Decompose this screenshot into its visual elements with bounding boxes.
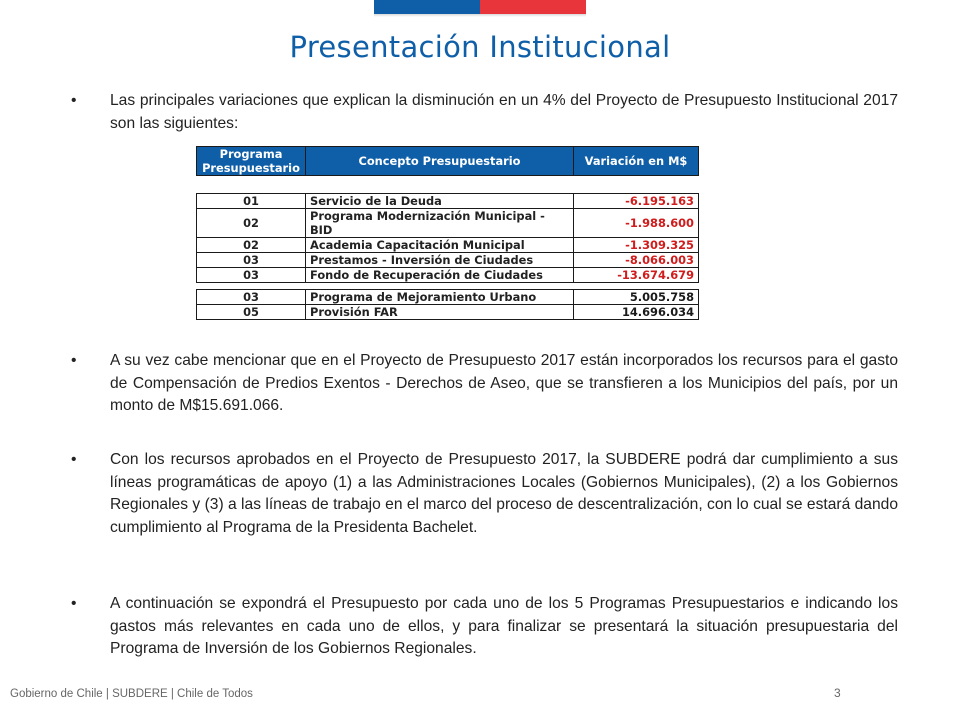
bullet-marker: • <box>71 595 77 612</box>
budget-table-increases <box>196 289 699 320</box>
cell-concepto: Programa Modernización Municipal - BID <box>306 209 574 238</box>
cell-concepto: Academia Capacitación Municipal <box>306 238 574 253</box>
bullet-marker: • <box>71 92 77 109</box>
budget-table-header <box>196 146 699 176</box>
flag-blue-stripe <box>374 0 480 14</box>
header-programa: Programa Presupuestario <box>197 147 306 176</box>
cell-concepto: Servicio de la Deuda <box>306 194 574 209</box>
cell-variacion: -6.195.163 <box>574 194 699 209</box>
flag-shadow <box>374 14 586 17</box>
cell-concepto: Fondo de Recuperación de Ciudades <box>306 268 574 283</box>
bullet-2 <box>72 350 898 418</box>
cell-variacion: -8.066.003 <box>574 253 699 268</box>
slide-title: Presentación Institucional <box>289 30 671 64</box>
table-row <box>197 268 699 283</box>
cell-concepto: Provisión FAR <box>306 305 574 320</box>
table-row <box>197 238 699 253</box>
cell-programa: 05 <box>197 305 306 320</box>
cell-variacion: -1.988.600 <box>574 209 699 238</box>
cell-variacion: -13.674.679 <box>574 268 699 283</box>
cell-programa: 02 <box>197 238 306 253</box>
flag-red-stripe <box>480 0 586 14</box>
budget-table-decreases <box>196 193 699 283</box>
cell-programa: 03 <box>197 253 306 268</box>
bullet-marker: • <box>71 352 77 369</box>
bullet-4 <box>72 593 898 661</box>
bullet-text: A su vez cabe mencionar que en el Proyecto de Presupuesto 2017 están incorporados los recursos para el gasto de Compensación de Predios Exentos - Derechos de Aseo, que se transfieren a los Municipios del país, por un monto de M$15.691.066. <box>110 352 898 414</box>
cell-concepto: Prestamos - Inversión de Ciudades <box>306 253 574 268</box>
bullet-1 <box>72 90 898 135</box>
table-row <box>197 194 699 209</box>
cell-variacion: -1.309.325 <box>574 238 699 253</box>
cell-programa: 03 <box>197 290 306 305</box>
bullet-3 <box>72 449 898 539</box>
table-row <box>197 253 699 268</box>
cell-variacion: 5.005.758 <box>574 290 699 305</box>
cell-variacion: 14.696.034 <box>574 305 699 320</box>
table-row <box>197 209 699 238</box>
header-variacion: Variación en M$ <box>574 147 699 176</box>
page-number: 3 <box>834 686 841 700</box>
bullet-text: Con los recursos aprobados en el Proyecto de Presupuesto 2017, la SUBDERE podrá dar cumplimiento a sus líneas programáticas de apoyo (1) a las Administraciones Locales (Gobiernos Municipales), (2) a los Gobiernos Regionales y (3) a las líneas de trabajo en el marco del proceso de descentralización, con lo cual se estará dando cumplimiento al Programa de la Presidenta Bachelet. <box>110 451 898 536</box>
cell-concepto: Programa de Mejoramiento Urbano <box>306 290 574 305</box>
header-concepto: Concepto Presupuestario <box>306 147 574 176</box>
footer-text: Gobierno de Chile | SUBDERE | Chile de Todos <box>10 688 253 700</box>
cell-programa: 02 <box>197 209 306 238</box>
table-row <box>197 290 699 305</box>
bullet-text: Las principales variaciones que explican la disminución en un 4% del Proyecto de Presupuesto Institucional 2017 son las siguientes: <box>110 92 898 132</box>
bullet-text: A continuación se expondrá el Presupuesto por cada uno de los 5 Programas Presupuestarios e indicando los gastos más relevantes en cada uno de ellos, y para finalizar se presentará la situación presupuestaria del Programa de Inversión de los Gobiernos Regionales. <box>110 595 898 657</box>
cell-programa: 03 <box>197 268 306 283</box>
table-row <box>197 305 699 320</box>
bullet-marker: • <box>71 451 77 468</box>
cell-programa: 01 <box>197 194 306 209</box>
